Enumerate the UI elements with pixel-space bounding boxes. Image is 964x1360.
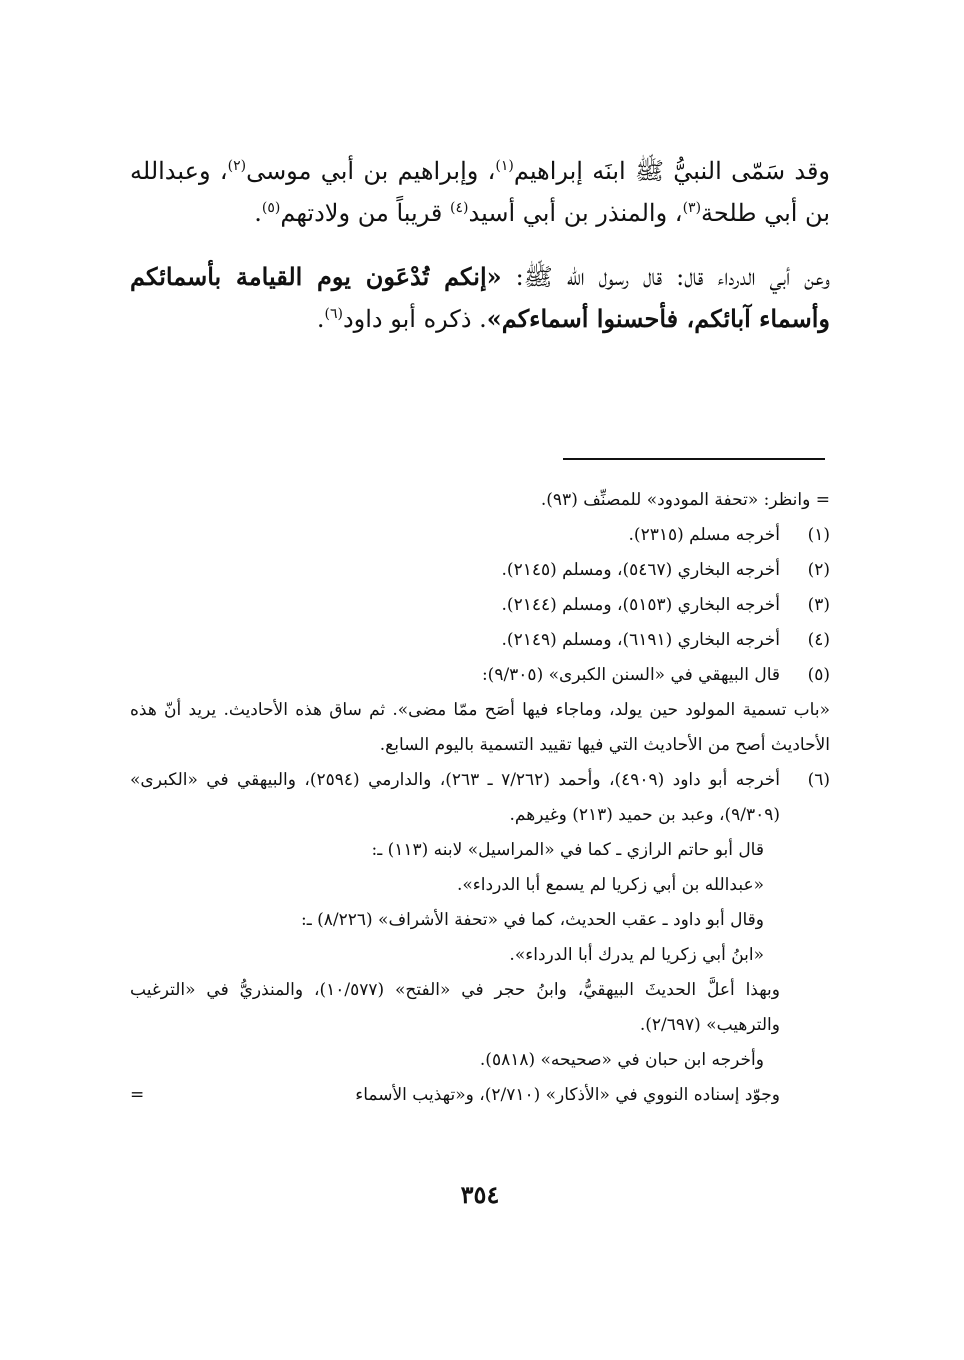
footnote-1 xyxy=(130,518,830,553)
para1-text-1: وقد سَمّى النبيُّ ﷺ ابنَه إبراهيم xyxy=(513,157,831,185)
para2-text-2: . ذكره أبو داود xyxy=(342,305,487,333)
footnote-number: (١) xyxy=(807,525,830,545)
footnote-ref-5[interactable]: (٥) xyxy=(261,200,281,216)
continuation-mark: = xyxy=(130,1085,145,1105)
footnote-6-line: «ابنُ أبي زكريا لم يدرك أبا الدرداء». xyxy=(509,945,764,965)
para1-text-2: ، وإبراهيم بن أبي موسى xyxy=(246,157,496,185)
footnote-6-line: وأخرجه ابن حبان في «صحيحه» (٥٨١٨). xyxy=(479,1050,764,1070)
footnote-number: (٥) xyxy=(807,665,830,685)
footnote-text: أخرجه أبو داود (٤٩٠٩)، وأحمد (٧/٢٦٢ ـ ٢٦٣)، والدارمي (٢٥٩٤)، والبيهقي في «الكبرى» (٩/٣٠٩)، وعبد بن حميد (٢١٣) وغيرهم. xyxy=(130,770,780,825)
footnote-text: أخرجه البخاري (٥٤٦٧)، ومسلم (٢١٤٥). xyxy=(501,560,780,580)
main-text xyxy=(130,150,830,340)
footnote-6-line: قال أبو حاتم الرازي ـ كما في «المراسيل» لابنه (١١٣) ـ: xyxy=(371,840,764,860)
para1-text-6: . xyxy=(254,199,262,227)
footnote-number: (٢) xyxy=(807,560,830,580)
para2-text-1: وعن أبي الدرداء قال: قال رسول الله ﷺ: xyxy=(501,263,830,291)
footnote-ref-4[interactable]: (٤) xyxy=(450,200,469,216)
footnote-text: أخرجه البخاري (٥١٥٣)، ومسلم (٢١٤٤). xyxy=(501,595,780,615)
para1-text-4: ، والمنذر بن أبي أسيد xyxy=(468,199,683,227)
footnote-5 xyxy=(130,658,830,693)
footnote-6-line: وجوّد إسناده النووي في «الأذكار» (٢/٧١٠)، و«تهذيب الأسماء xyxy=(355,1085,780,1105)
para1-text-5: قريباً من ولادتهم xyxy=(280,199,451,227)
para1-text-3: ، وعبدالله بن أبي طلحة xyxy=(130,157,830,227)
footnote-6-paragraph: وبهذا أعلَّ الحديثَ البيهقيُّ، وابنُ حجر في «الفتح» (١٠/٥٧٧)، والمنذريُّ في «الترغيب والترهيب» (٢/٦٩٧). xyxy=(130,980,780,1035)
book-page xyxy=(130,150,830,1330)
footnote-2 xyxy=(130,553,830,588)
footnote-3 xyxy=(130,588,830,623)
footnote-6 xyxy=(130,763,830,833)
footnote-ref-3[interactable]: (٣) xyxy=(682,200,702,216)
paragraph-hadith xyxy=(130,256,830,340)
footnote-text: أخرجه مسلم (٢٣١٥). xyxy=(628,525,780,545)
footnotes xyxy=(130,483,830,1113)
footnote-ref-6[interactable]: (٦) xyxy=(324,306,343,322)
footnote-text: قال البيهقي في «السنن الكبرى» (٩/٣٠٥): xyxy=(481,665,780,685)
para2-text-3: . xyxy=(316,305,325,333)
footnote-separator xyxy=(563,458,825,460)
page-number: ٣٥٤ xyxy=(460,1180,500,1209)
paragraph-naming xyxy=(130,150,830,234)
footnote-continuation: = وانظر: «تحفة المودود» للمصنِّف (٩٣). xyxy=(540,490,830,510)
footnote-ref-1[interactable]: (١) xyxy=(495,158,514,174)
footnote-number: (٣) xyxy=(807,595,830,615)
footnote-number: (٦) xyxy=(807,770,830,790)
footnote-6-line: وقال أبو داود ـ عقب الحديث، كما في «تحفة الأشراف» (٨/٢٢٦) ـ: xyxy=(301,910,764,930)
footnote-5-quote: «باب تسمية المولود حين يولد، وماجاء فيها أصَح ممّا مضى». ثم ساق هذه الأحاديث. يريد أنّ هذه الأحاديث أصح من الأحاديث التي فيها تقييد التسمية باليوم السابع. xyxy=(130,700,830,755)
footnote-6-last-line xyxy=(130,1078,830,1113)
footnote-6-line: «عبدالله بن أبي زكريا لم يسمع أبا الدرداء». xyxy=(457,875,764,895)
footnote-number: (٤) xyxy=(807,630,830,650)
footnote-text: أخرجه البخاري (٦١٩١)، ومسلم (٢١٤٩). xyxy=(501,630,780,650)
footnote-4 xyxy=(130,623,830,658)
hadith-quote: «إنكم تُدْعَون يوم القيامة بأسمائكم وأسماء آبائكم، فأحسنوا أسماءكم» xyxy=(130,262,830,333)
footnote-ref-2[interactable]: (٢) xyxy=(227,158,247,174)
